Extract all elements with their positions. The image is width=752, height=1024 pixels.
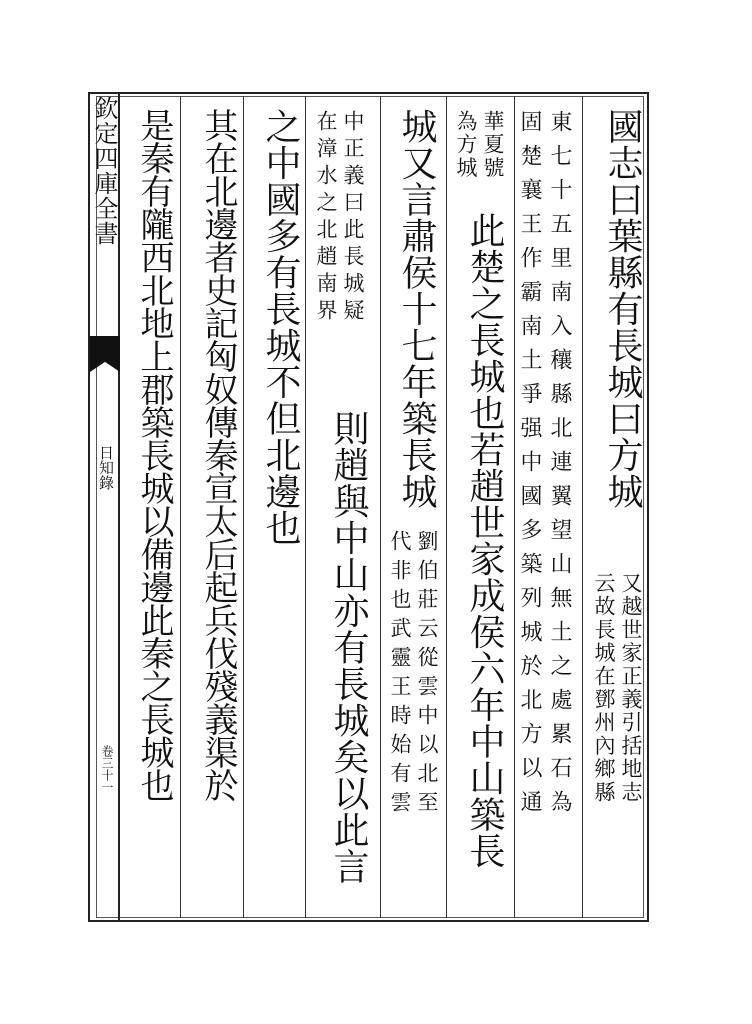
commentary-note-5 bbox=[312, 110, 366, 326]
note-line-b: 在漳水之北趙南界 bbox=[314, 110, 338, 326]
commentary-note-3 bbox=[452, 110, 506, 180]
note-line-b: 云故長城在鄧州內鄉縣 bbox=[592, 572, 616, 804]
column-rule bbox=[582, 96, 583, 918]
main-text: 此楚之長城也若趙世家成侯六年中山築長 bbox=[464, 212, 505, 869]
main-text: 城又言肅侯十七年築長城 bbox=[396, 108, 437, 510]
text-column-4 bbox=[388, 108, 438, 510]
note-line-a: 中正義曰此長城疑 bbox=[341, 110, 365, 326]
commentary-note-4 bbox=[386, 530, 440, 820]
column-rule bbox=[380, 96, 381, 918]
text-column-3 bbox=[456, 212, 506, 869]
main-text: 是秦有隴西北地上郡築長城以備邊此秦之長城也 bbox=[134, 108, 174, 801]
note-line-a: 又越世家正義引括地志 bbox=[619, 572, 643, 804]
column-rule bbox=[305, 96, 306, 918]
column-rule bbox=[180, 96, 181, 918]
text-column-6 bbox=[252, 108, 302, 546]
note-line-b: 代非也武靈王時始有雲 bbox=[388, 530, 412, 820]
note-line-a: 東七十五里南入穰縣北連翼望山無土之處累石為 bbox=[547, 110, 572, 824]
commentary-note-1 bbox=[590, 572, 644, 804]
folio-number: 卷三十一 bbox=[100, 745, 114, 793]
column-rule bbox=[446, 96, 447, 918]
book-title: 日知錄 bbox=[97, 445, 115, 490]
note-line-b: 固楚襄王作霸南土爭强中國多築列城於北方以通 bbox=[517, 110, 542, 824]
main-text: 國志曰葉縣有長城曰方城 bbox=[602, 108, 643, 510]
commentary-note-2 bbox=[517, 110, 574, 824]
collection-title: 欽定四庫全書 bbox=[90, 96, 118, 246]
text-column-7 bbox=[188, 108, 238, 801]
main-text: 之中國多有長城不但北邊也 bbox=[260, 108, 301, 546]
text-column-1 bbox=[590, 108, 644, 510]
main-text: 其在北邊者史記匈奴傳秦宣太后起兵伐殘義渠於 bbox=[198, 108, 238, 801]
note-line-a: 劉伯莊云從雲中以北至 bbox=[415, 530, 439, 820]
note-line-b: 為方城 bbox=[454, 110, 478, 180]
text-column-5 bbox=[320, 410, 370, 885]
main-text: 則趙與中山亦有長城矣以此言 bbox=[328, 410, 369, 885]
column-rule bbox=[243, 96, 244, 918]
note-line-a: 華夏號 bbox=[481, 110, 505, 180]
text-column-8 bbox=[124, 108, 174, 801]
